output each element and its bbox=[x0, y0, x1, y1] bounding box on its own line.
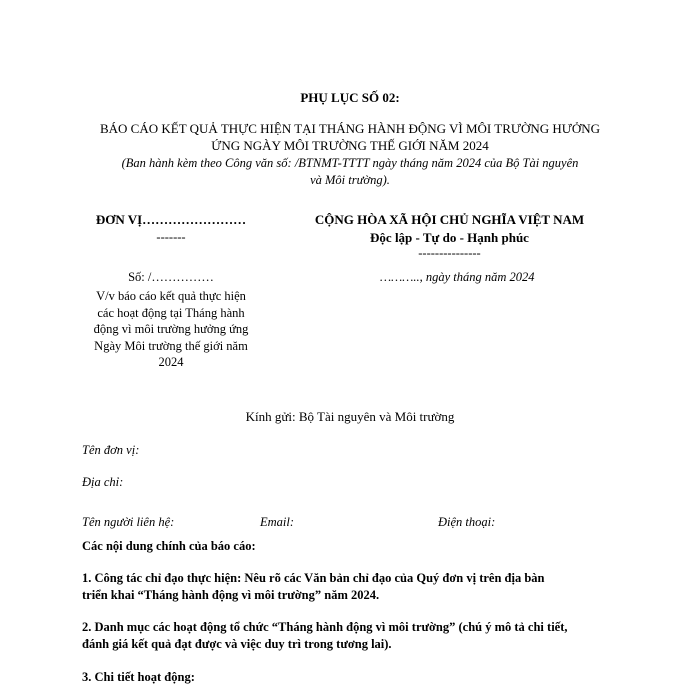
report-title-line-2: ỨNG NGÀY MÔI TRƯỜNG THẾ GIỚI NĂM 2024 bbox=[211, 138, 489, 153]
unit-divider: ------- bbox=[156, 230, 186, 244]
content-heading: Các nội dung chính của báo cáo: bbox=[82, 539, 256, 553]
item-1-line-2: triển khai “Tháng hành động vì môi trường” năm 2024. bbox=[82, 588, 380, 602]
address-field: Địa chỉ: bbox=[82, 475, 124, 489]
item-2-line-1: 2. Danh mục các hoạt động tổ chức “Tháng hành động vì môi trường” (chú ý mô tả chi tiết, bbox=[82, 620, 568, 634]
subject-line: Ngày Môi trường thế giới năm bbox=[94, 338, 248, 353]
item-3: 3. Chi tiết hoạt động: bbox=[82, 670, 195, 684]
document-subject bbox=[76, 288, 266, 371]
unit-name-field: Tên đơn vị: bbox=[82, 443, 140, 457]
contact-person-field: Tên người liên hệ: bbox=[82, 515, 175, 529]
document-number: Số: /…………… bbox=[128, 270, 214, 284]
unit-name-header: ĐƠN VỊ…………………… bbox=[95, 212, 247, 227]
item-2-line-2: đánh giá kết quả đạt được và việc duy trì trong tương lai). bbox=[82, 637, 392, 651]
appendix-title: PHỤ LỤC SỐ 02: bbox=[300, 90, 400, 105]
email-field: Email: bbox=[260, 515, 295, 529]
issued-note-line-1: (Ban hành kèm theo Công văn số: /BTNMT-TTTT ngày tháng năm 2024 của Bộ Tài nguyên bbox=[121, 156, 579, 170]
subject-line: động vì môi trường hưởng ứng bbox=[93, 322, 249, 336]
national-motto: Độc lập - Tự do - Hạnh phúc bbox=[370, 230, 529, 245]
report-title-line-1: BÁO CÁO KẾT QUẢ THỰC HIỆN TẠI THÁNG HÀNH ĐỘNG VÌ MÔI TRƯỜNG HƯỞNG bbox=[99, 121, 601, 136]
motto-divider: --------------- bbox=[418, 246, 481, 260]
item-1-line-1: 1. Công tác chỉ đạo thực hiện: Nêu rõ các Văn bản chỉ đạo của Quý đơn vị trên địa bàn bbox=[82, 571, 545, 585]
issued-note-line-2: và Môi trường). bbox=[310, 173, 390, 187]
date-line: ……….., ngày tháng năm 2024 bbox=[380, 270, 535, 284]
nation-name: CỘNG HÒA XÃ HỘI CHỦ NGHĨA VIỆT NAM bbox=[314, 212, 585, 227]
subject-line: 2024 bbox=[158, 355, 184, 369]
subject-line: V/v báo cáo kết quả thực hiện bbox=[96, 289, 246, 303]
recipient-line: Kính gửi: Bộ Tài nguyên và Môi trường bbox=[245, 409, 455, 424]
subject-line: các hoạt động tại Tháng hành bbox=[97, 305, 245, 320]
phone-field: Điện thoại: bbox=[438, 515, 496, 529]
